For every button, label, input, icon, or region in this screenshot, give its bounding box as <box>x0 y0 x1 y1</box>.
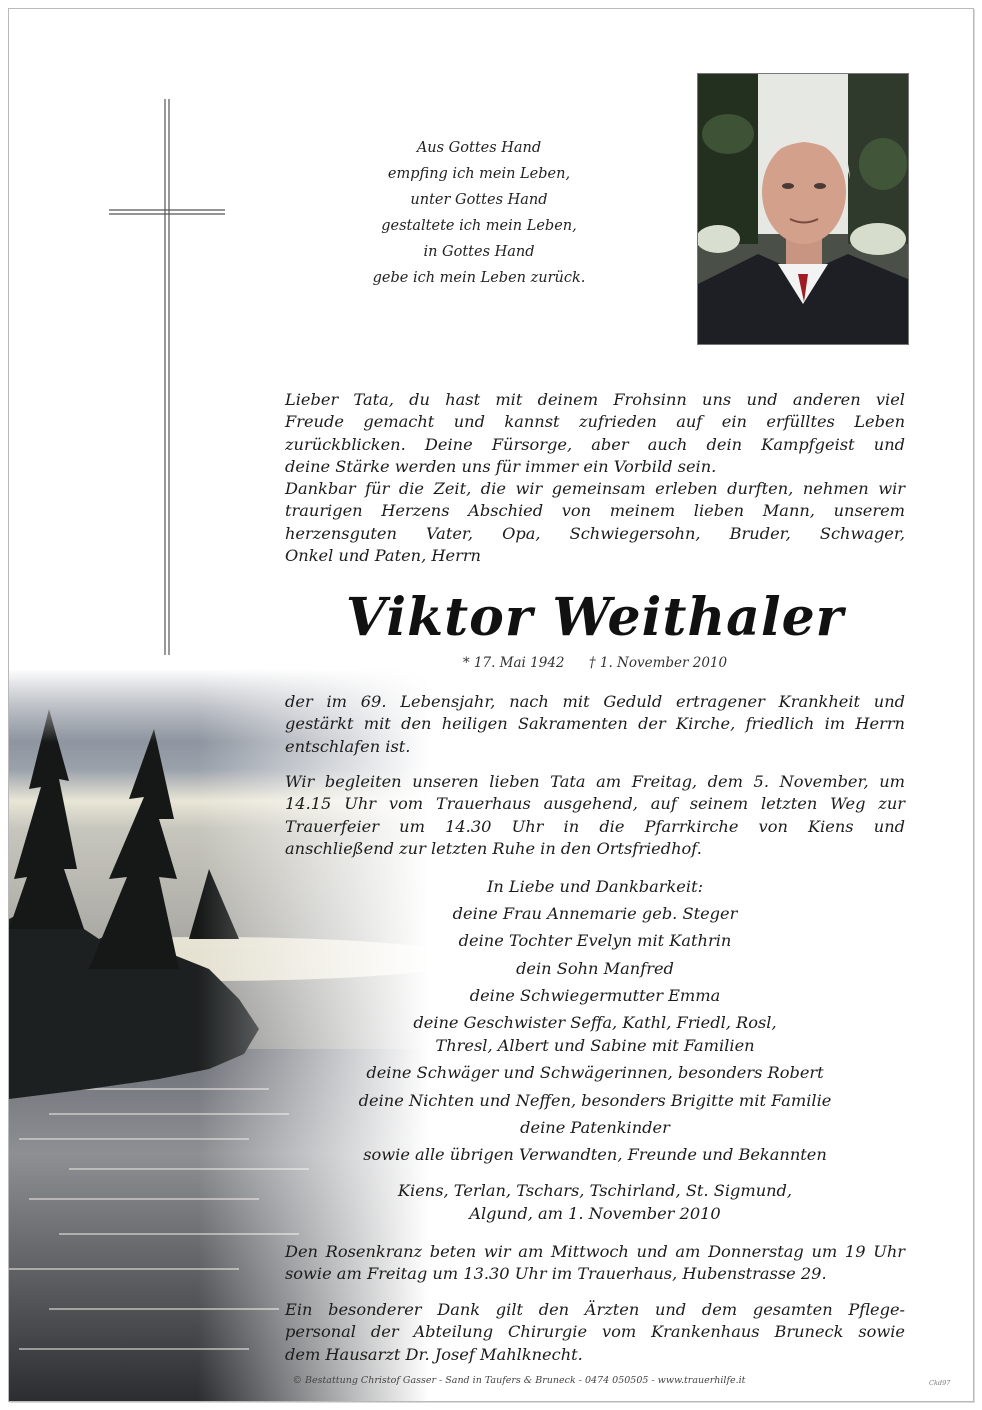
text-line: Trauerfeier um 14.30 Uhr in die Pfarrkirche von Kiens und <box>285 816 905 836</box>
family-line: deine Frau Annemarie geb. Steger <box>452 904 738 924</box>
cross-icon <box>107 97 227 657</box>
poem <box>329 135 629 291</box>
deceased-name: Viktor Weithaler <box>345 587 845 648</box>
text-line: Freude gemacht und kannst zufrieden auf ein erfülltes Leben <box>285 412 905 432</box>
family-line: sowie alle übrigen Verwandten, Freunde und Bekannten <box>363 1145 827 1165</box>
poem-line: unter Gottes Hand <box>410 192 548 208</box>
text-line: traurigen Herzens Abschied von meinem lieben Mann, unserem <box>285 501 905 521</box>
text-line: dem Hausarzt Dr. Josef Mahlknecht. <box>285 1344 583 1364</box>
rosary-text <box>285 1241 905 1286</box>
death-date: † 1. November 2010 <box>588 655 728 671</box>
text-line: deine Stärke werden uns für immer ein Vorbild sein. <box>285 456 717 476</box>
text-line: Lieber Tata, du hast mit deinem Frohsinn uns und anderen viel <box>285 390 905 409</box>
funeral-text <box>285 771 905 860</box>
text-line: herzensguten Vater, Opa, Schwiegersohn, Bruder, Schwager, <box>285 523 905 543</box>
family-line: deine Schwäger und Schwägerinnen, besonders Robert <box>366 1063 824 1083</box>
family-line: deine Geschwister Seffa, Kathl, Friedl, Rosl, <box>413 1013 777 1033</box>
thanks-text <box>285 1299 905 1366</box>
poem-line: Aus Gottes Hand <box>416 140 542 156</box>
reference-code: Ckd97 <box>929 1379 951 1387</box>
text-line: 14.15 Uhr vom Trauerhaus ausgehend, auf seinem letzten Weg zur <box>285 794 905 814</box>
family-line: dein Sohn Manfred <box>516 958 674 978</box>
text-line: Onkel und Paten, Herrn <box>285 546 481 566</box>
place-date <box>285 1179 905 1225</box>
family-list <box>285 873 905 1168</box>
family-line: deine Tochter Evelyn mit Kathrin <box>458 931 732 951</box>
text-line: Dankbar für die Zeit, die wir gemeinsam erleben durften, nehmen wir <box>285 479 905 499</box>
portrait-photo <box>697 73 909 345</box>
obituary-card <box>8 8 974 1402</box>
family-line: deine Patenkinder <box>520 1117 670 1137</box>
family-line: In Liebe und Dankbarkeit: <box>486 877 704 896</box>
poem-line: gestaltete ich mein Leben, <box>381 218 577 234</box>
text-line: sowie am Freitag um 13.30 Uhr im Trauerhaus, Hubenstrasse 29. <box>285 1264 827 1284</box>
text-line: zurückblicken. Deine Fürsorge, aber auch dein Kampfgeist und <box>285 434 905 454</box>
passing-text <box>285 691 905 758</box>
family-line: deine Schwiegermutter Emma <box>469 985 721 1005</box>
intro-text <box>285 389 905 567</box>
place-line: Kiens, Terlan, Tschars, Tschirland, St. Sigmund, <box>397 1181 793 1200</box>
life-dates <box>285 655 905 671</box>
poem-line: in Gottes Hand <box>423 244 535 260</box>
poem-line: gebe ich mein Leben zurück. <box>372 270 586 286</box>
footer-credit: © Bestattung Christof Gasser - Sand in Taufers & Bruneck - 0474 050505 - www.trauerhilfe.it <box>292 1375 746 1386</box>
text-line: Den Rosenkranz beten wir am Mittwoch und am Donnerstag um 19 Uhr <box>285 1242 905 1261</box>
text-line: Ein besonderer Dank gilt den Ärzten und dem gesamten Pflege- <box>285 1300 905 1319</box>
poem-line: empfing ich mein Leben, <box>387 166 571 182</box>
text-line: Wir begleiten unseren lieben Tata am Freitag, dem 5. November, um <box>285 772 905 791</box>
text-line: anschließend zur letzten Ruhe in den Ortsfriedhof. <box>285 838 702 858</box>
text-line: personal der Abteilung Chirurgie vom Krankenhaus Bruneck sowie <box>285 1322 905 1342</box>
birth-date: * 17. Mai 1942 <box>462 655 565 671</box>
text-line: gestärkt mit den heiligen Sakramenten der Kirche, friedlich im Herrn <box>285 714 905 734</box>
family-line: deine Nichten und Neffen, besonders Brigitte mit Familie <box>358 1090 832 1110</box>
place-line: Algund, am 1. November 2010 <box>469 1204 721 1223</box>
family-line: Thresl, Albert und Sabine mit Familien <box>435 1036 755 1056</box>
text-line: der im 69. Lebensjahr, nach mit Geduld ertragener Krankheit und <box>285 692 905 711</box>
text-line: entschlafen ist. <box>285 736 411 756</box>
